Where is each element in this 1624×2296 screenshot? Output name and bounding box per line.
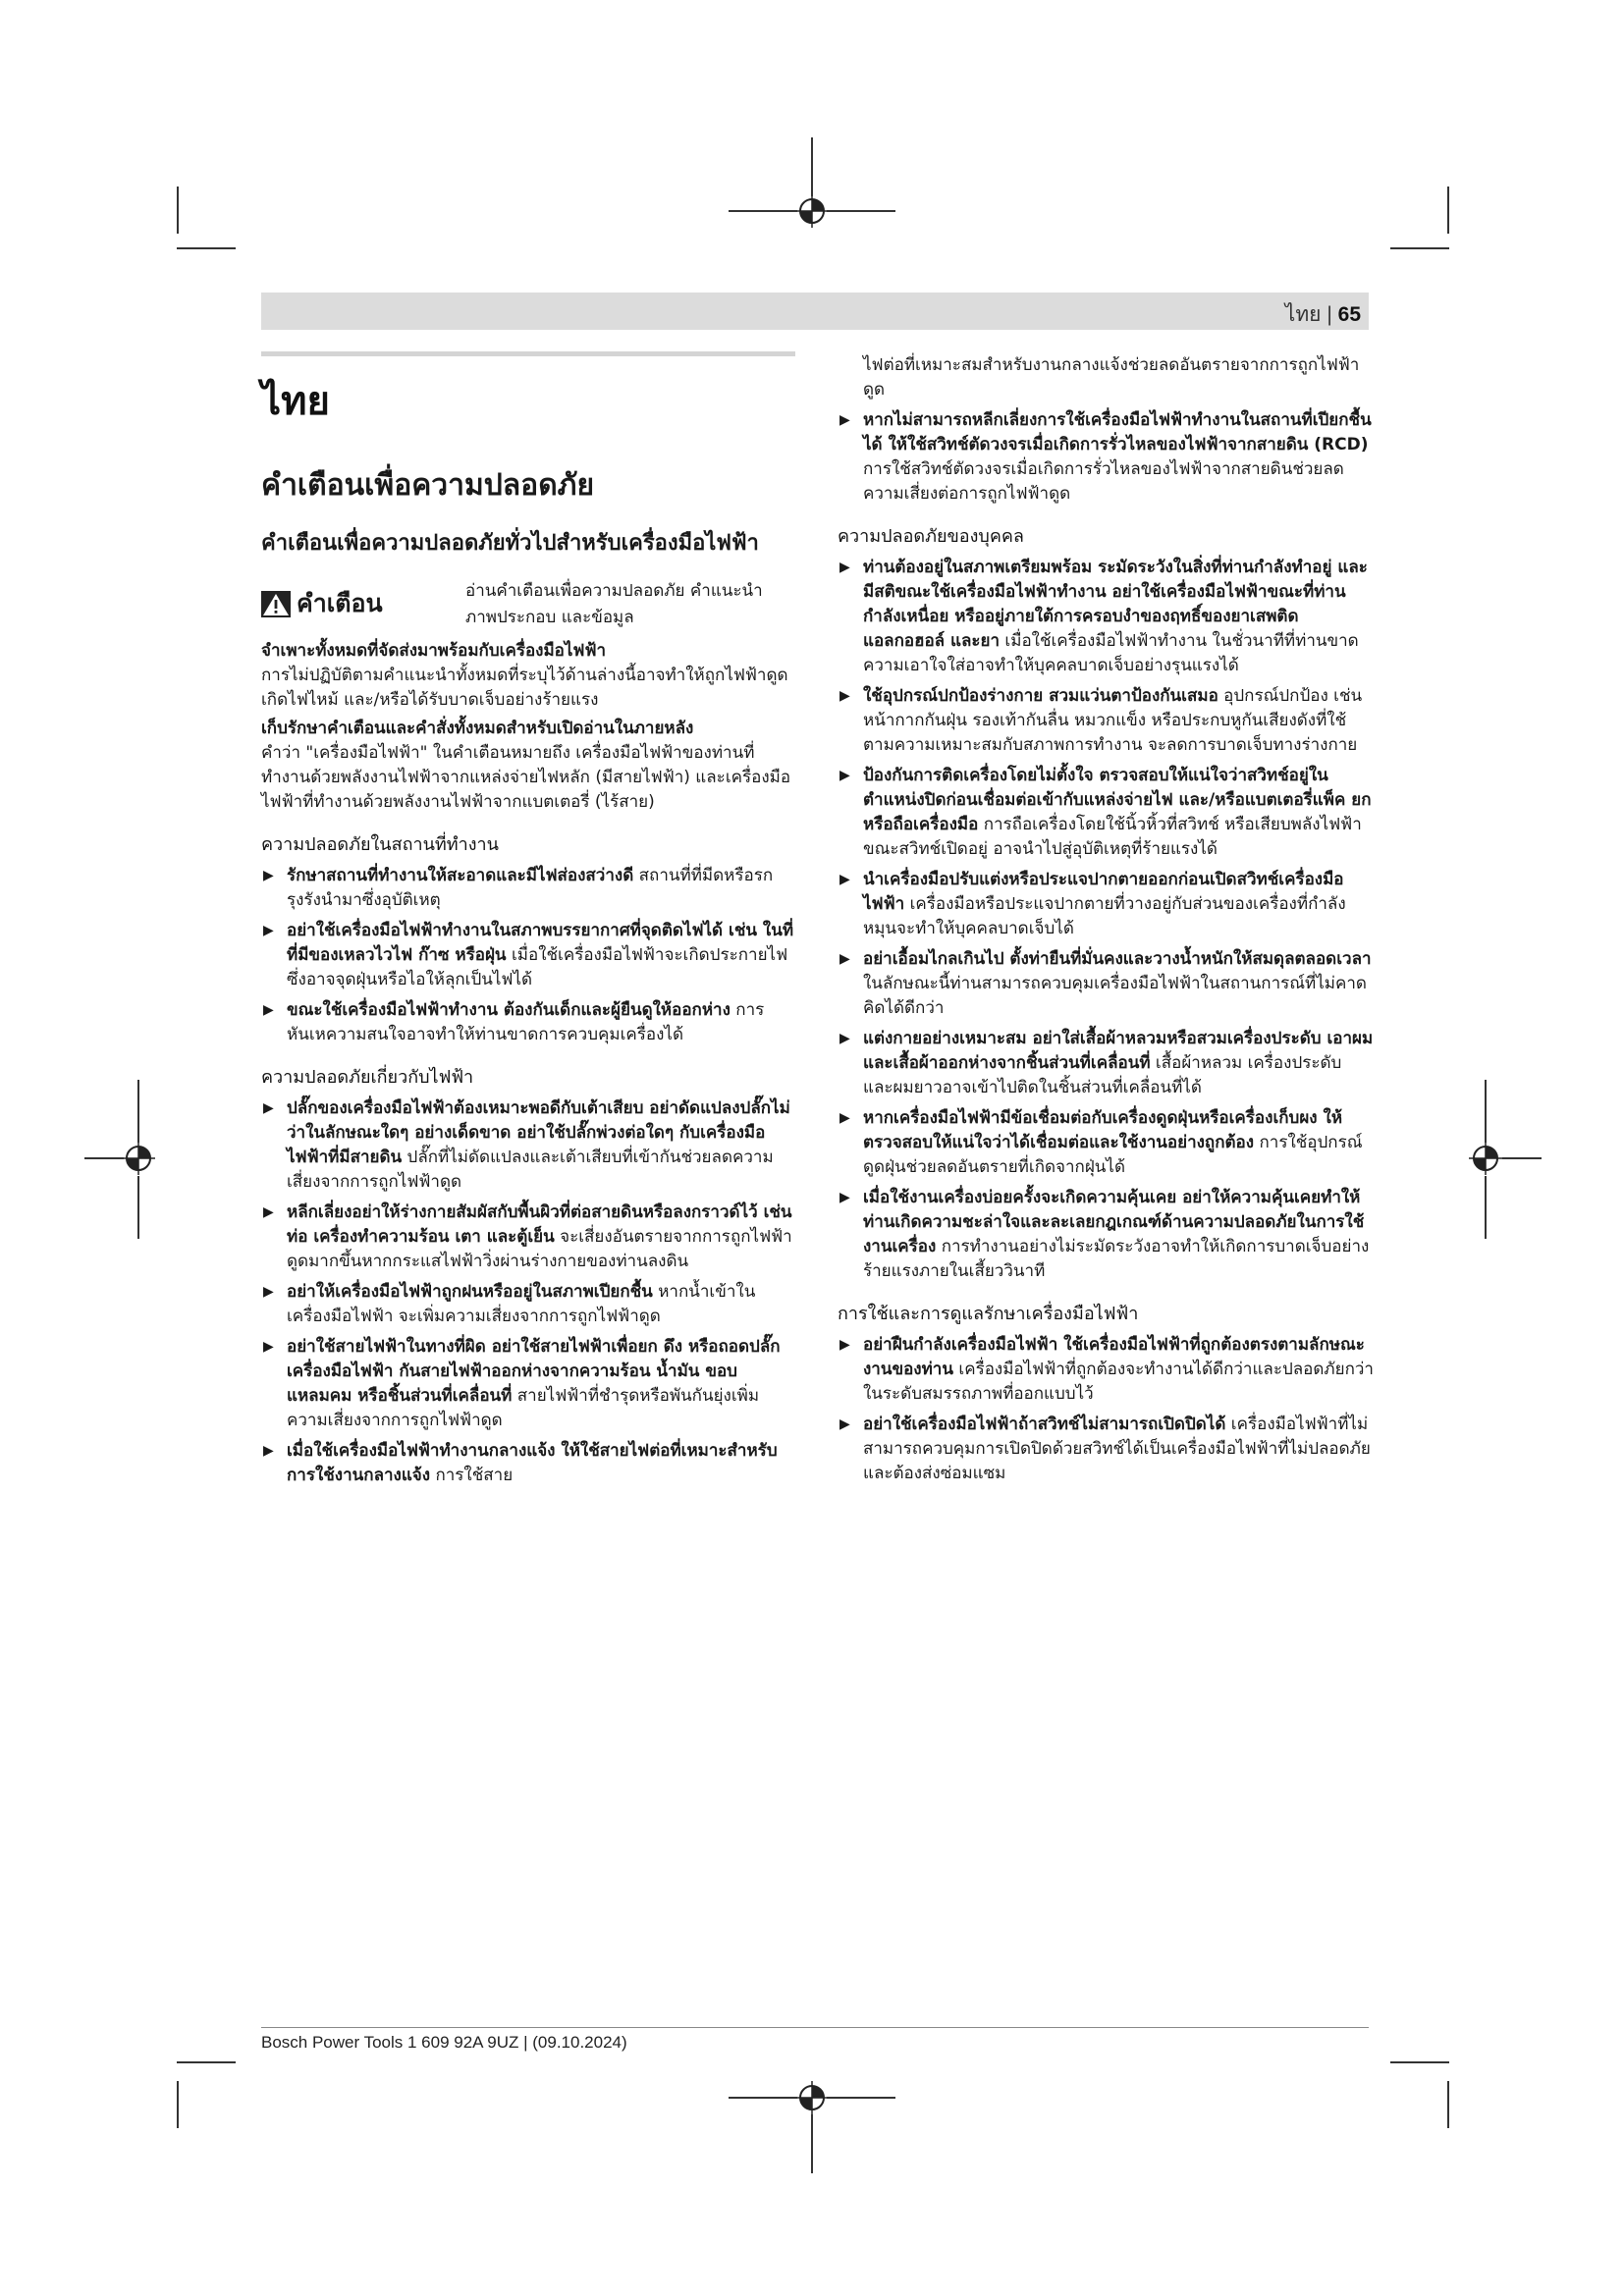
warning-text: อ่านคำเตือนเพื่อความปลอดภัย คำแนะนำ ภาพประกอบ และข้อมูล [465,581,763,627]
bullet-arrow-icon: ▶ [839,1416,850,1432]
crop-mark [1390,2061,1449,2063]
registration-line [1502,1157,1542,1159]
footer-rule [261,2027,1369,2028]
item-instruction: เมื่อใช้เครื่องมือไฟฟ้าทำงานกลางแจ้ง ให้ใช้สายไฟต่อที่เหมาะสำหรับการใช้งานกลางแจ้ง [287,1441,778,1485]
language-title: ไทย [261,380,330,423]
item-instruction: อย่าใช้สายไฟฟ้าในทางที่ผิด อย่าใช้สายไฟฟ้าเพื่อยก ดึง หรือถอดปลั๊กเครื่องมือไฟฟ้า กันสายไฟฟ้าออกห่างจากความร้อน น้ำมัน ขอบแหลมคม หรือชิ้นส่วนที่เคลื่อนที่ [287,1337,781,1406]
list-item [838,556,1376,678]
crop-mark [177,2061,236,2063]
bullet-arrow-icon: ▶ [263,923,274,938]
item-instruction: อย่าให้เครื่องมือไฟฟ้าถูกฝนหรืออยู่ในสภาพเปียกชื้น [287,1282,653,1302]
registration-line [827,2097,895,2099]
continuation-text: ไฟต่อที่เหมาะสมสำหรับงานกลางแจ้งช่วยลดอันตรายจากการถูกไฟฟ้าดูด [863,355,1360,400]
right-intro-items [838,408,1376,507]
list-item [261,1096,796,1195]
item-instruction: ใช้อุปกรณ์ปกป้องร่างกาย สวมแว่นตาป้องกันเสมอ [863,686,1218,706]
warning-consequence: การไม่ปฏิบัติตามคำแนะนำทั้งหมดที่ระบุไว้ด้านล่างนี้อาจทำให้ถูกไฟฟ้าดูด เกิดไฟไหม้ และ/หรือได้รับบาดเจ็บอย่างร้ายแรง [261,666,788,710]
list-item [838,1027,1376,1100]
item-explanation: จะเสี่ยงอันตรายจากการถูกไฟฟ้าดูดมากขึ้นหากกระแสไฟฟ้าวิ่งผ่านร่างกายของท่านลงดิน [287,1227,792,1271]
item-explanation: เมื่อใช้เครื่องมือไฟฟ้าจะเกิดประกายไฟซึ่งอาจจุดฝุ่นหรือไอให้ลุกเป็นไฟได้ [287,945,788,989]
item-explanation: การใช้อุปกรณ์ดูดฝุ่นช่วยลดอันตรายที่เกิดจากฝุ่นได้ [863,1133,1363,1177]
item-explanation: การใช้สวิทช์ตัดวงจรเมื่อเกิดการรั่วไหลของไฟฟ้าจากสายดินช่วยลดความเสี่ยงต่อการถูกไฟฟ้าดูด [863,459,1344,504]
registration-line [729,210,797,212]
warning-continued: จำเพาะทั้งหมดที่จัดส่งมาพร้อมกับเครื่องมือไฟฟ้า [261,641,607,661]
bullet-arrow-icon: ▶ [263,1002,274,1018]
bullet-arrow-icon: ▶ [839,872,850,887]
item-explanation: การใช้สาย [430,1466,514,1485]
item-instruction: อย่าเอื้อมไกลเกินไป ตั้งท่ายืนที่มั่นคงและวางน้ำหนักให้สมดุลตลอดเวลา [863,949,1372,969]
item-explanation: การหันเหความสนใจอาจทำให้ท่านขาดการควบคุมเครื่องได้ [287,1000,765,1044]
bullet-arrow-icon: ▶ [263,1284,274,1300]
item-explanation: สถานที่ที่มีดหรือรกรุงรังนำมาซึ่งอุบัติเหตุ [287,866,774,910]
registration-mark-left [122,1142,155,1175]
general-safety-subheading: คำเตือนเพื่อความปลอดภัยทั่วไปสำหรับเครื่องมือไฟฟ้า [261,531,759,556]
item-explanation: ปลั๊กที่ไม่ดัดแปลงและเต้าเสียบที่เข้ากันช่วยลดความเสี่ยงจากการถูกไฟฟ้าดูด [287,1148,774,1192]
bullet-arrow-icon: ▶ [263,1100,274,1116]
item-instruction: รักษาสถานที่ทำงานให้สะอาดและมีไฟส่องสว่างดี [287,866,634,885]
list-item [261,1201,796,1274]
registration-line [137,1080,139,1143]
bullet-arrow-icon: ▶ [839,1110,850,1126]
item-instruction: ปลั๊กของเครื่องมือไฟฟ้าต้องเหมาะพอดีกับเต้าเสียบ อย่าดัดแปลงปลั๊กไม่ว่าในลักษณะใดๆ อย่างเด็ดขาด อย่าใช้ปลั๊กพ่วงต่อใดๆ กับเครื่องมือไฟฟ้าที่มีสายดิน [287,1098,790,1167]
registration-line [1485,1176,1487,1239]
item-explanation: การทำงานอย่างไม่ระมัดระวังอาจทำให้เกิดการบาดเจ็บอย่างร้ายแรงภายในเสี้ยววินาที [863,1237,1370,1281]
keep-instructions: เก็บรักษาคำเตือนและคำสั่งทั้งหมดสำหรับเปิดอ่านในภายหลัง [261,719,694,738]
list-item [838,947,1376,1021]
list-item [261,1439,796,1488]
left-column [261,353,796,1488]
item-explanation: เครื่องมือหรือประแจปากตายที่วางอยู่กับส่วนของเครื่องที่กำลังหมุนจะทำให้บุคคลบาดเจ็บได้ [863,894,1346,938]
right-column [838,353,1376,1486]
list-item [261,864,796,913]
section-title: ความปลอดภัยเกี่ยวกับไฟฟ้า [261,1067,474,1088]
list-item [838,1106,1376,1180]
list-item [838,684,1376,758]
crop-mark [177,247,236,249]
list-item [838,1333,1376,1407]
item-explanation: สายไฟฟ้าที่ชำรุดหรือพันกันยุ่งเพิ่มความเสี่ยงจากการถูกไฟฟ้าดูด [287,1386,760,1430]
crop-mark [1390,247,1449,249]
bullet-arrow-icon: ▶ [839,951,850,967]
list-item [261,919,796,992]
item-explanation: หากน้ำเข้าในเครื่องมือไฟฟ้า จะเพิ่มความเสี่ยงจากการถูกไฟฟ้าดูด [287,1282,756,1326]
crop-mark [1447,2081,1449,2128]
crop-mark [177,187,179,234]
item-instruction: ขณะใช้เครื่องมือไฟฟ้าทำงาน ต้องกันเด็กและผู้ยืนดูให้ออกห่าง [287,1000,731,1020]
item-explanation: เมื่อใช้เครื่องมือไฟฟ้าทำงาน ในชั่วนาทีที่ท่านขาดความเอาใจใส่อาจทำให้บุคคลบาดเจ็บอย่างรุนแรงได้ [863,631,1359,675]
bullet-arrow-icon: ▶ [839,1190,850,1205]
bullet-arrow-icon: ▶ [839,1031,850,1046]
list-item [838,1413,1376,1486]
item-instruction: หากไม่สามารถหลีกเลี่ยงการใช้เครื่องมือไฟฟ้าทำงานในสถานที่เปียกชื้นได้ ให้ใช้สวิทช์ตัดวงจรเมื่อเกิดการรั่วไหลของไฟฟ้าจากสายดิน (RCD) [863,410,1372,454]
page-number: 65 [1337,303,1361,326]
bullet-arrow-icon: ▶ [839,688,850,704]
left-sections [261,832,796,1488]
item-explanation: เครื่องมือไฟฟ้าที่ถูกต้องจะทำงานได้ดีกว่าและปลอดภัยกว่าในระดับสมรรถภาพที่ออกแบบไว้ [863,1360,1374,1404]
list-item [261,1280,796,1329]
safety-heading: คำเตือนเพื่อความปลอดภัย [261,468,595,503]
list-item [838,1186,1376,1284]
registration-mark-top [795,194,829,228]
right-sections [838,524,1376,1486]
warning-block [261,578,796,637]
warning-label: คำเตือน [297,589,383,617]
bullet-arrow-icon: ▶ [263,1339,274,1355]
registration-line [811,2114,813,2173]
bullet-arrow-icon: ▶ [263,1443,274,1459]
item-instruction: เมื่อใช้งานเครื่องบ่อยครั้งจะเกิดความคุ้นเคย อย่าให้ความคุ้นเคยทำให้ท่านเกิดความชะล่าใจและละเลยกฎเกณฑ์ด้านความปลอดภัยในการใช้งานเครื่อง [863,1188,1365,1256]
item-instruction: อย่าฝืนกำลังเครื่องมือไฟฟ้า ใช้เครื่องมือไฟฟ้าที่ถูกต้องตรงตามลักษณะงานของท่าน [863,1335,1365,1379]
power-tool-definition: คำว่า "เครื่องมือไฟฟ้า" ในคำเตือนหมายถึง เครื่องมือไฟฟ้าของท่านที่ทำงานด้วยพลังงานไฟฟ้าจากแหล่งจ่ายไฟหลัก (มีสายไฟฟ้า) และเครื่องมือไฟฟ้าที่ทำงานด้วยพลังงานไฟฟ้าจากแบตเตอรี่ (ไร้สาย) [261,743,791,812]
list-item [261,998,796,1047]
registration-mark-bottom [795,2081,829,2114]
crop-mark [177,2081,179,2128]
item-explanation: เสื้อผ้าหลวม เครื่องประดับ และผมยาวอาจเข้าไปติดในชิ้นส่วนที่เคลื่อนที่ได้ [863,1053,1342,1097]
section-title: ความปลอดภัยในสถานที่ทำงาน [261,834,499,855]
list-item [838,408,1376,507]
item-instruction: หากเครื่องมือไฟฟ้ามีข้อเชื่อมต่อกับเครื่องดูดฝุ่นหรือเครื่องเก็บผง ให้ตรวจสอบให้แน่ใจว่าได้เชื่อมต่อและใช้งานอย่างถูกต้อง [863,1108,1343,1152]
registration-line [827,210,895,212]
header-language: ไทย [1284,303,1322,326]
bullet-arrow-icon: ▶ [839,768,850,783]
registration-line [1485,1080,1487,1143]
page-header [261,293,1369,330]
bullet-arrow-icon: ▶ [839,560,850,575]
registration-line [729,2097,797,2099]
bullet-arrow-icon: ▶ [263,868,274,883]
section-title: ความปลอดภัยของบุคคล [838,526,1024,547]
registration-line [811,137,813,196]
item-explanation: การถือเครื่องโดยใช้นิ้วหิ้วที่สวิทช์ หรือเสียบพลังไฟฟ้าขณะสวิทช์เปิดอยู่ อาจนำไปสู่อุบัติเหตุที่ร้ายแรงได้ [863,815,1362,859]
item-instruction: อย่าใช้เครื่องมือไฟฟ้าถ้าสวิทช์ไม่สามารถเปิดปิดได้ [863,1415,1226,1434]
item-instruction: อย่าใช้เครื่องมือไฟฟ้าทำงานในสภาพบรรยากาศที่จุดติดไฟได้ เช่น ในที่ที่มีของเหลวไวไฟ ก๊าซ หรือฝุ่น [287,921,794,965]
section-title: การใช้และการดูแลรักษาเครื่องมือไฟฟ้า [838,1304,1139,1324]
list-item [261,1335,796,1433]
bullet-arrow-icon: ▶ [263,1204,274,1220]
item-explanation: ในลักษณะนี้ท่านสามารถควบคุมเครื่องมือไฟฟ้าในสถานการณ์ที่ไม่คาดคิดได้ดีกว่า [863,974,1367,1018]
item-instruction: นำเครื่องมือปรับแต่งหรือประแจปากตายออกก่อนเปิดสวิทช์เครื่องมือไฟฟ้า [863,870,1344,914]
item-instruction: แต่งกายอย่างเหมาะสม อย่าใส่เสื้อผ้าหลวมหรือสวมเครื่องประดับ เอาผมและเสื้อผ้าออกห่างจากชิ้นส่วนที่เคลื่อนที่ [863,1029,1374,1073]
list-item [838,764,1376,862]
warning-icon [261,591,291,617]
registration-mark-right [1469,1142,1502,1175]
item-instruction: หลีกเลี่ยงอย่าให้ร่างกายสัมผัสกับพื้นผิวที่ต่อสายดินหรือลงกราวด์ไว้ เช่น ท่อ เครื่องทำความร้อน เตา และตู้เย็น [287,1202,792,1247]
item-instruction: ท่านต้องอยู่ในสภาพเตรียมพร้อม ระมัดระวังในสิ่งที่ท่านกำลังทำอยู่ และมีสติขณะใช้เครื่องมือไฟฟ้าทำงาน อย่าใช้เครื่องมือไฟฟ้าขณะที่ท่านกำลังเหนื่อย หรืออยู่ภายใต้การครอบงำของฤทธิ์ของยาเสพติด แอลกอฮอล์ และยา [863,558,1368,651]
page-label: ไทย | 65 [1284,303,1361,326]
bullet-arrow-icon: ▶ [839,412,850,428]
crop-mark [1447,187,1449,234]
registration-line [137,1176,139,1239]
item-explanation: อุปกรณ์ปกป้อง เช่น หน้ากากกันฝุ่น รองเท้ากันลื่น หมวกแข็ง หรือประกบหูกันเสียงดังที่ใช้ตามความเหมาะสมกับสภาพการทำงาน จะลดการบาดเจ็บทางร่างกาย [863,686,1363,755]
list-item [838,868,1376,941]
registration-line [84,1157,124,1159]
bullet-arrow-icon: ▶ [839,1337,850,1353]
item-explanation: เครื่องมือไฟฟ้าที่ไม่สามารถควบคุมการเปิดปิดด้วยสวิทช์ได้เป็นเครื่องมือไฟฟ้าที่ไม่ปลอดภัยและต้องส่งซ่อมแซม [863,1415,1371,1483]
footer-text: Bosch Power Tools 1 609 92A 9UZ | (09.10.2024) [261,2033,627,2052]
item-instruction: ป้องกันการติดเครื่องโดยไม่ตั้งใจ ตรวจสอบให้แน่ใจว่าสวิทช์อยู่ในตำแหน่งปิดก่อนเชื่อมต่อเข้ากับแหล่งจ่ายไฟ และ/หรือแบตเตอรี่แพ็ค ยกหรือถือเครื่องมือ [863,766,1372,834]
